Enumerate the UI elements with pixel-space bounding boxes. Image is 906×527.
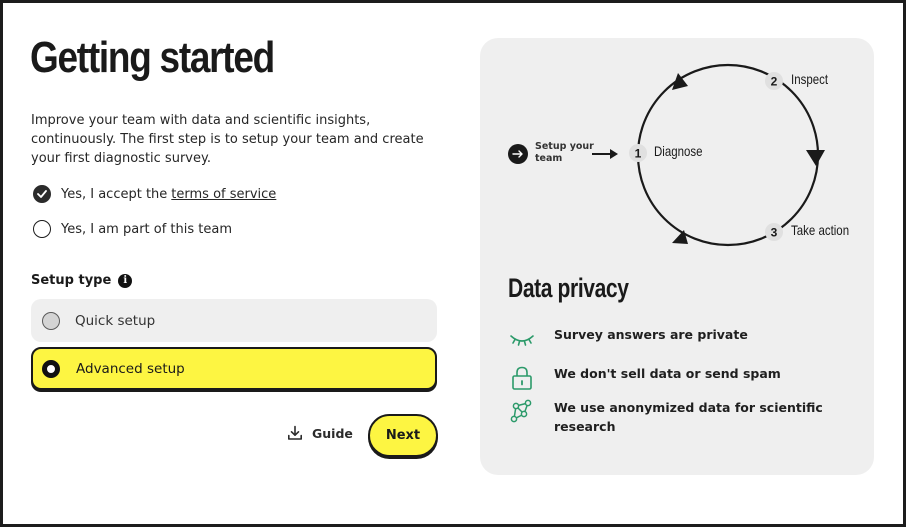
privacy-title: Data privacy [508,273,629,303]
page-title: Getting started [30,33,274,82]
privacy-item-text: We use anonymized data for scientific research [554,400,823,434]
privacy-item [508,325,824,353]
closed-eye-icon [508,325,536,353]
step-label-inspect: Inspect [791,71,829,87]
lock-icon [508,364,536,392]
step-number-3: 3 [770,225,778,240]
team-checkbox[interactable] [33,220,51,238]
network-icon [508,398,536,426]
setup-team-label: Setup your team [535,141,594,164]
guide-label: Guide [312,425,353,441]
quick-setup-radio[interactable] [42,312,60,330]
setup-type-label-row [31,273,132,288]
terms-label: Yes, I accept the [61,186,168,202]
quick-setup-label: Quick setup [75,312,156,329]
next-button[interactable]: Next [368,414,438,457]
advanced-setup-label: Advanced setup [76,360,185,377]
terms-checkbox[interactable] [33,185,51,203]
privacy-item-text: Survey answers are private [554,327,748,342]
quick-setup-option[interactable] [31,299,437,342]
download-icon [287,425,303,441]
step-label-take-action: Take action [791,222,850,238]
team-label: Yes, I am part of this team [61,221,233,237]
setup-type-label: Setup type [31,273,112,288]
step-number-1: 1 [634,146,642,161]
terms-of-service-link[interactable]: terms of service [171,186,277,202]
step-number-2: 2 [770,74,778,89]
guide-button[interactable] [287,425,353,441]
cycle-arrow-right [806,150,825,166]
privacy-item [508,364,824,392]
advanced-setup-radio[interactable] [42,360,60,378]
checkmark-icon [37,190,47,198]
privacy-item [508,398,824,436]
info-panel [480,38,874,475]
team-checkbox-row[interactable] [33,220,232,238]
privacy-item-text: We don't sell data or send spam [554,366,781,381]
step-label-diagnose: Diagnose [654,143,703,159]
advanced-setup-option[interactable] [31,347,437,390]
info-icon[interactable]: i [118,274,132,288]
intro-text: Improve your team with data and scientific insights, continuously. The first step is to setup your team and create your first diagnostic survey. [31,113,424,166]
terms-checkbox-row[interactable] [33,185,276,203]
